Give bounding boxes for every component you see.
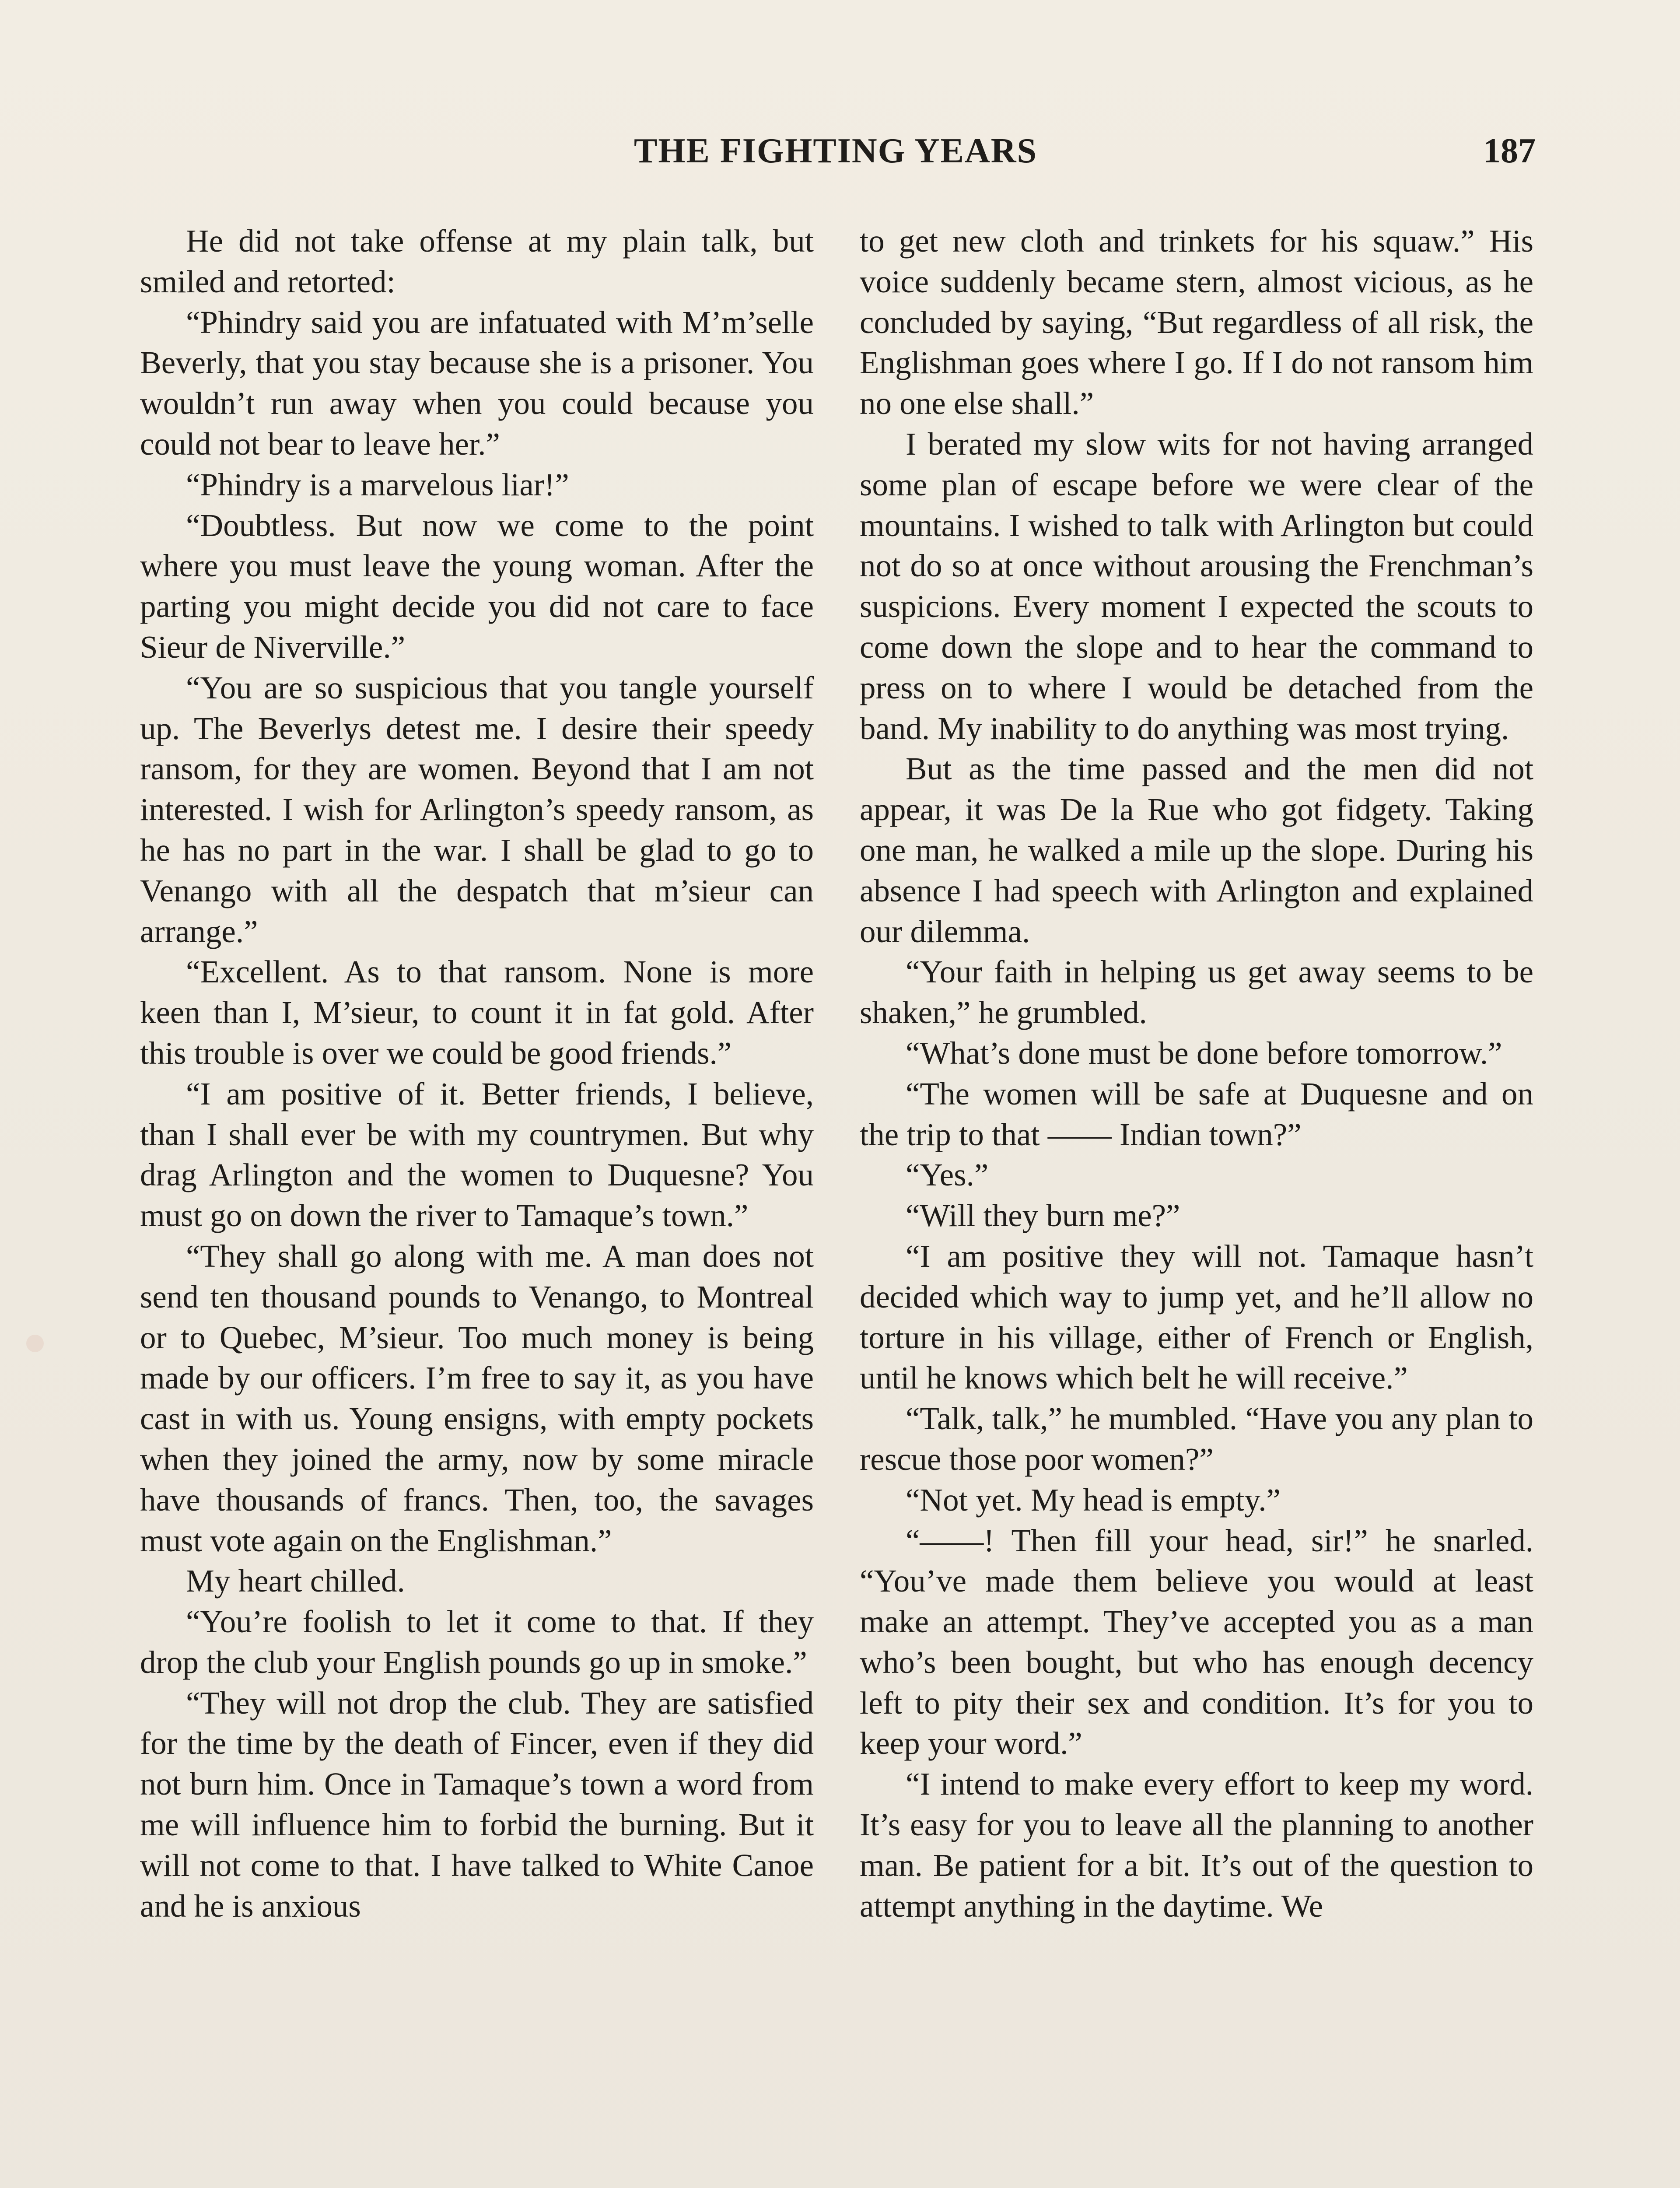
page-number: 187 [1483,132,1536,170]
paragraph: “The women will be safe at Duquesne and on the trip to that —— Indian town?” [860,1076,1533,1152]
paragraph: “I am positive of it. Better friends, I believe, than I shall ever be with my countrymen. But why drag Arlington and the women to Duquesne? You must go on down the river to Tamaque’s town.” [140,1076,814,1234]
paragraph: “I am positive they will not. Tamaque hasn’t decided which way to jump yet, and he’ll allow no torture in his village, either of French or English, until he knows which belt he will receive.” [860,1238,1533,1396]
paragraph: He did not take offense at my plain talk, but smiled and retorted: [140,223,814,299]
paragraph: “Not yet. My head is empty.” [906,1482,1281,1518]
paragraph: “What’s done must be done before tomorrow.” [906,1035,1502,1071]
running-header [136,131,1536,184]
paragraph: “They shall go along with me. A man does not send ten thousand pounds to Venango, to Montreal or to Quebec, M’sieur. Too much money is being made by our officers. I’m free to say it, as you have cast in with us. Young ensigns, with empty pockets when they joined the army, now by some miracle have thousands of francs. Then, too, the savages must vote again on the Englishman.” [140,1238,814,1558]
paragraph: “Phindry said you are infatuated with M’m’selle Beverly, that you stay because she is a prisoner. You wouldn’t run away when you could because you could not bear to leave her.” [140,304,814,462]
paragraph: “Your faith in helping us get away seems to be shaken,” he grumbled. [860,954,1533,1031]
paragraph: My heart chilled. [186,1563,405,1599]
paragraph: “You are so suspicious that you tangle yourself up. The Beverlys detest me. I desire their speedy ransom, for they are women. Beyond that I am not interested. I wish for Arlington’s speedy ransom, as he has no part in the war. I shall be glad to go to Venango with all the despatch that m’sieur can arrange.” [140,670,814,949]
paragraph: “They will not drop the club. They are satisfied for the time by the death of Fincer, even if they did not burn him. Once in Tamaque’s town a word from me will influence him to forbid the burning. But it will not come to that. I have talked to White Canoe and he is anxious [140,1685,814,1924]
paragraph: “Talk, talk,” he mumbled. “Have you any plan to rescue those poor women?” [860,1401,1533,1477]
paragraph: “Phindry is a marvelous liar!” [186,466,569,502]
paper-stain [26,1335,44,1352]
paragraph: I berated my slow wits for not having arranged some plan of escape before we were clear of the mountains. I wished to talk with Arlington but could not do so at once without arousing the Frenchman’s suspicions. Every moment I expected the scouts to come down the slope and to hear the command to press on to where I would be detached from the band. My inability to do anything was most trying. [860,426,1533,746]
paragraph: “Yes.” [906,1157,989,1193]
paragraph: “Excellent. As to that ransom. None is more keen than I, M’sieur, to count it in fat gold. After this trouble is over we could be good friends.” [140,954,814,1071]
running-title: THE FIGHTING YEARS [634,132,1038,170]
paragraph: “Will they burn me?” [906,1198,1180,1234]
paragraph: “I intend to make every effort to keep my word. It’s easy for you to leave all the planning to another man. Be patient for a bit. It’s out of the question to attempt anything in the daytime. We [860,1766,1533,1924]
right-text-column [860,221,1533,2188]
paragraph: “——! Then fill your head, sir!” he snarled. “You’ve made them believe you would at least make an attempt. They’ve accepted you as a man who’s been bought, but who has enough decency left to pity their sex and condition. It’s for you to keep your word.” [860,1522,1533,1761]
paragraph: to get new cloth and trinkets for his squaw.” His voice suddenly became stern, almost vicious, as he concluded by saying, “But regardless of all risk, the Englishman goes where I go. If I do not ransom him no one else shall.” [860,223,1533,421]
paragraph: “Doubtless. But now we come to the point where you must leave the young woman. After the parting you might decide you did not care to face Sieur de Niverville.” [140,507,814,665]
paragraph: “You’re foolish to let it come to that. If they drop the club your English pounds go up in smoke.” [140,1604,814,1680]
left-text-column [140,221,814,2188]
paragraph: But as the time passed and the men did not appear, it was De la Rue who got fidgety. Taking one man, he walked a mile up the slope. During his absence I had speech with Arlington and explained our dilemma. [860,751,1533,949]
